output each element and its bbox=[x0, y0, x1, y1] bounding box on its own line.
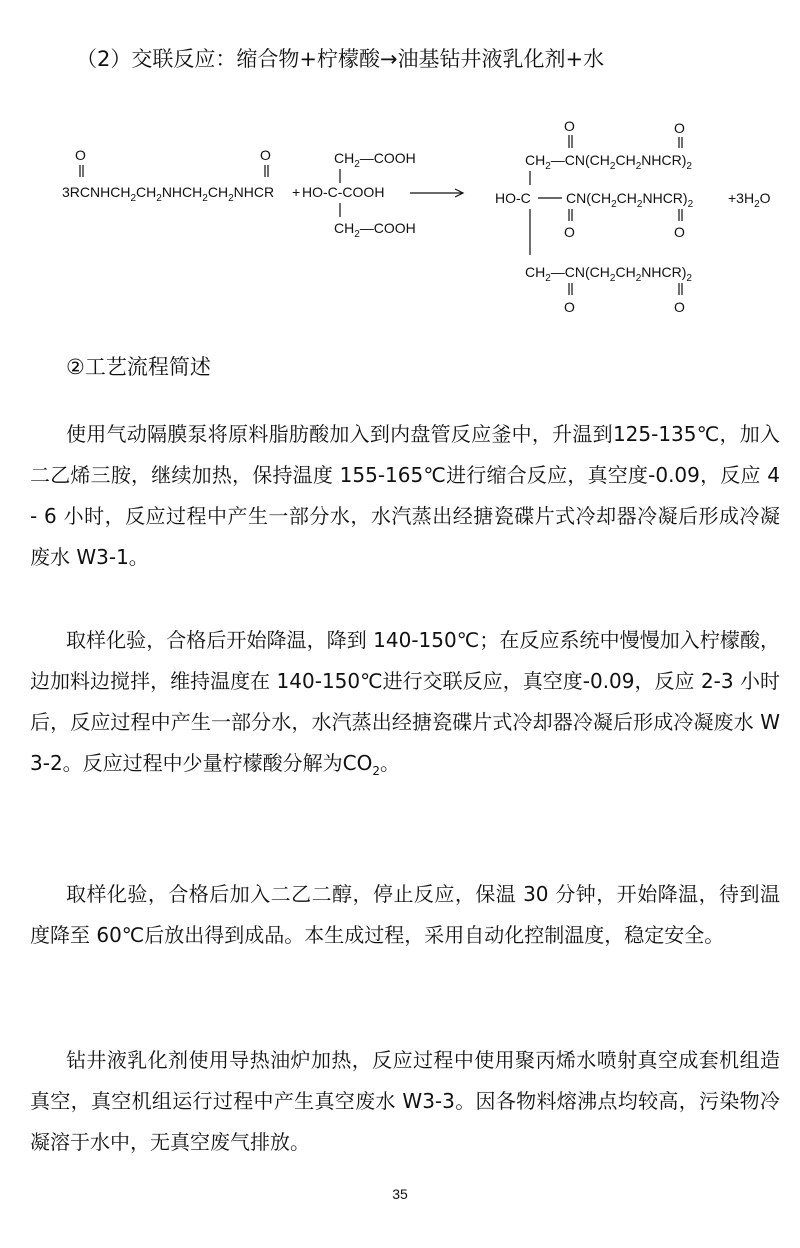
product-o-1: O bbox=[564, 118, 575, 134]
section-heading: （2）交联反应：缩合物+柠檬酸→油基钻井液乳化剂+水 bbox=[76, 47, 605, 71]
product-o-2: O bbox=[674, 120, 685, 136]
citric-top: $CH_2—COOH$ bbox=[334, 150, 416, 170]
condensate-carbonyl-o2: O bbox=[260, 147, 271, 163]
paragraph-4: 钻井液乳化剂使用导热油炉加热，反应过程中使用聚丙烯水喷射真空成套机组造真空，真空机组运行过程中产生真空废水 W3-3。因各物料熔沸点均较高，污染物冷凝溶于水中，无真空废气排放。 bbox=[30, 1048, 780, 1154]
product-middle: $CN(CH_2CH_2NHCR)_2$ bbox=[566, 190, 694, 210]
product-o-5: O bbox=[564, 299, 575, 315]
condensate-carbonyl-o: O bbox=[75, 147, 86, 163]
product-water: $+3H_2O$ bbox=[728, 190, 771, 210]
product-middle-left: HO-C bbox=[495, 190, 531, 206]
citric-bottom: $CH_2—COOH$ bbox=[334, 220, 416, 240]
paragraph-2 bbox=[30, 620, 780, 792]
co2-formula: $CO_2$。 bbox=[342, 751, 401, 778]
product-o-6: O bbox=[674, 299, 685, 315]
product-o-4: O bbox=[674, 224, 685, 240]
product-bottom: $CH_2—CN(CH_2CH_2NHCR)_2$ bbox=[525, 264, 692, 284]
product-o-3: O bbox=[564, 224, 575, 240]
paragraph-2-text: 取样化验，合格后开始降温，降到 140-150℃；在反应系统中慢慢加入柠檬酸，边加料边搅拌，维持温度在 140-150℃进行交联反应，真空度-0.09，反应 2-3 小时后，反应过程中产生一部分水，水汽蒸出经搪瓷碟片式冷却器冷凝后形成冷凝废水 W3-2。反应过程中少量柠檬酸分解为 bbox=[30, 628, 780, 775]
product-top: $CH_2—CN(CH_2CH_2NHCR)_2$ bbox=[525, 152, 692, 172]
citric-middle: HO-C-COOH bbox=[302, 184, 385, 200]
paragraph-3: 取样化验，合格后加入二乙二醇，停止反应，保温 30 分钟，开始降温，待到温度降至 60℃后放出得到成品。本生成过程，采用自动化控制温度，稳定安全。 bbox=[30, 882, 780, 947]
reaction-diagram bbox=[0, 105, 800, 335]
paragraph-1: 使用气动隔膜泵将原料脂肪酸加入到内盘管反应釜中，升温到125-135℃，加入二乙烯三胺，继续加热，保持温度 155-165℃进行缩合反应，真空度-0.09，反应 4- 6 小时，反应过程中产生一部分水，水汽蒸出经搪瓷碟片式冷却器冷凝后形成冷凝废水 W3-1。 bbox=[30, 422, 780, 569]
page-number: 35 bbox=[392, 1186, 408, 1202]
reaction-plus: + bbox=[292, 184, 301, 200]
condensate-formula: $3RCNHCH_2CH_2NHCH_2CH_2NHCR$ bbox=[62, 184, 275, 204]
process-subheading: ②工艺流程简述 bbox=[66, 355, 211, 379]
